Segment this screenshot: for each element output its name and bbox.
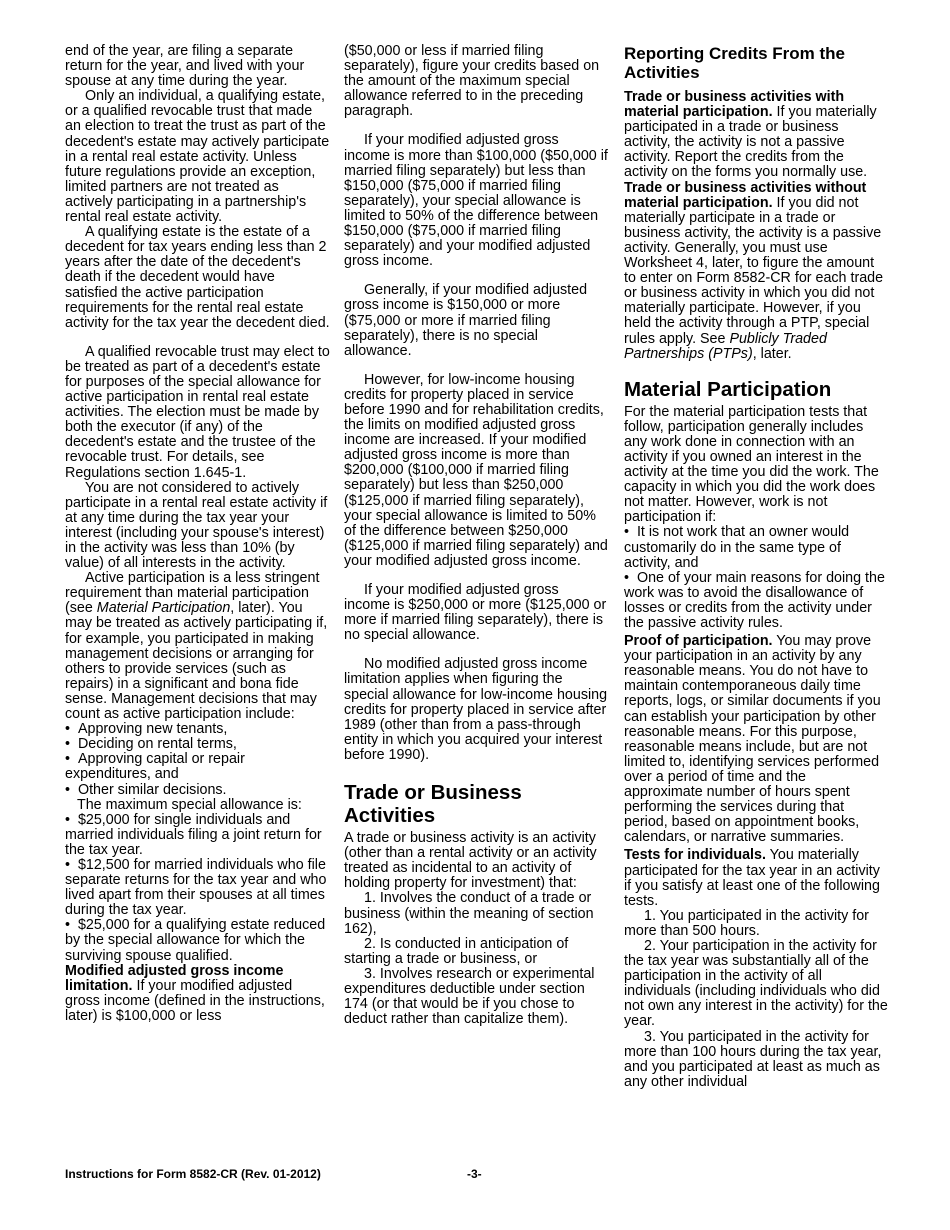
section-heading: Reporting Credits From the Activities	[624, 44, 846, 82]
bullet-item: • It is not work that an owner would customarily do in the same type of activity, and	[624, 525, 888, 570]
paragraph: If your modified adjusted gross income is $250,000 or more ($125,000 or more if married filing separately), there is no special allowance.	[344, 582, 607, 644]
page-footer	[65, 1167, 888, 1181]
paragraph: No modified adjusted gross income limitation applies when figuring the special allowance for low-income housing credits for property placed in service after 1989 (other than from a pass-through entity in which you acquired your interest before 1990).	[344, 656, 608, 763]
paragraph: A qualifying estate is the estate of a decedent for tax years ending less than 2 years after the date of the decedent's death if the decedent would have satisfied the active participation requirements for the rental real estate activity for the tax year the decedent died.	[65, 224, 330, 331]
paragraph: Generally, if your modified adjusted gross income is $150,000 or more ($75,000 or more if married filing separately), there is no special allowance.	[344, 282, 588, 359]
text: You materially participated for the tax year in an activity if you satisfy at least one of the following tests.	[624, 847, 880, 909]
run-in-heading: Trade or business activities with material participation.	[624, 89, 845, 121]
paragraph: end of the year, are filing a separate return for the year, and lived with your spouse at any time during the year.	[65, 43, 305, 90]
run-in-heading: Modified adjusted gross income limitation.	[65, 962, 284, 994]
bullet-item: • $25,000 for a qualifying estate reduced by the special allowance for which the surviving spouse qualified.	[65, 918, 330, 963]
bullet-item: • Other similar decisions.	[65, 783, 330, 798]
paragraph: You are not considered to actively participate in a rental real estate activity if at any time during the tax year your interest (including your spouse's interest) in the activity was less than 10% (by value) of all interests in the activity.	[65, 479, 328, 572]
page-number: -3-	[467, 1167, 482, 1181]
paragraph	[624, 634, 888, 845]
paragraph: A trade or business activity is an activity (other than a rental activity or an activity treated as incidental to an activity of holding property for investment) that:	[344, 830, 597, 892]
list-item: 1. Involves the conduct of a trade or business (within the meaning of section 162),	[344, 890, 594, 937]
paragraph	[624, 90, 888, 181]
bullet-item: • $25,000 for single individuals and married individuals filing a joint return for the tax year.	[65, 813, 330, 858]
run-in-heading: Tests for individuals.	[624, 847, 766, 864]
paragraph: Only an individual, a qualifying estate, or a qualified revocable trust that made an election to treat the trust as part of the decedent's estate may actively participate in a rental real estate activity. Unless future regulations provide an exception, limited partners are not treated as actively participating in a partnership's rental real estate activity.	[65, 88, 330, 226]
paragraph	[65, 571, 330, 722]
paragraph: ($50,000 or less if married filing separately), figure your credits based on the amount of the maximum special allowance referred to in the preceding paragraph.	[344, 43, 600, 120]
list-item: 1. You participated in the activity for more than 500 hours.	[624, 907, 869, 939]
paragraph: A qualified revocable trust may elect to be treated as part of a decedent's estate for purposes of the special allowance for active participation in rental real estate activities. The election must be made by both the executor (if any) of the decedent's estate and the trustee of the revocable trust. For details, see Regulations section 1.645-1.	[65, 343, 330, 481]
bullet-item: • Deciding on rental terms,	[65, 737, 330, 752]
bullet-item: • Approving capital or repair expenditures, and	[65, 752, 330, 782]
run-in-heading: Proof of participation.	[624, 633, 773, 650]
paragraph	[624, 181, 888, 362]
list-item: 3. Involves research or experimental expenditures deductible under section 174 (or that would be if you chose to deduct rather than capitalize them).	[344, 965, 595, 1028]
run-in-heading: Trade or business activities without material participation.	[624, 179, 867, 211]
paragraph: The maximum special allowance is:	[77, 796, 302, 813]
text: If you did not materially participate in a trade or business activity, the activity is a passive activity. Generally, you must use Worksheet 4, later, to figure the amount to enter on Form 8582-CR for each trade or business activity in which you did not materially participate. However, if you held the activity through a PTP, special rules apply. See	[624, 194, 884, 347]
paragraph	[65, 964, 330, 1024]
column-1	[65, 44, 330, 1024]
list-item: 2. Is conducted in anticipation of starting a trade or business, or	[344, 935, 569, 967]
bullet-item: • Approving new tenants,	[65, 722, 330, 737]
paragraph: For the material participation tests that follow, participation generally includes any work done in connection with an activity if you owned an interest in the activity at the time you did the work. The capacity in which you did the work does not matter. However, work is not participation if:	[624, 403, 879, 526]
column-3	[624, 44, 888, 1090]
text: , later). You may be treated as actively participating if, for example, you participated in making management decisions or arranging for others to provide services (such as repairs) in a significant and bona fide sense. Management decisions that may count as active participation include:	[65, 600, 328, 723]
text: If you materially participated in a trade or business activity, the activity is not a passive activity. Report the credits from the activity on the forms you normally use.	[624, 104, 877, 181]
footer-title: Instructions for Form 8582-CR (Rev. 01-2012)	[65, 1167, 321, 1181]
text: If your modified adjusted gross income (defined in the instructions, later) is $100,000 or less	[65, 977, 325, 1024]
text: You may prove your participation in an activity by any reasonable means. You do not have to maintain contemporaneous daily time reports, logs, or similar documents if you can establish your participation by other reasonable means. For this purpose, reasonable means include, but are not limited to, identifying services performed over a period of time and the approximate number of hours spent performing the services during that period, based on appointment books, calendars, or narrative summaries.	[624, 633, 881, 846]
section-heading: Trade or Business Activities	[344, 781, 522, 828]
list-item: 2. Your participation in the activity for the tax year was substantially all of the participation in the activity of all individuals (including individuals who did not own any interest in the activity) for the year.	[624, 937, 888, 1030]
text: , later.	[752, 345, 792, 362]
section-heading: Material Participation	[624, 377, 832, 401]
column-2	[344, 44, 608, 1027]
paragraph: However, for low-income housing credits for property placed in service before 1990 and for rehabilitation credits, the limits on modified adjusted gross income are increased. If your modified adjusted gross income is more than $200,000 ($100,000 if married filing separately) but less than $250,000 ($125,000 if married filing separately), your special allowance is limited to 50% of the difference between $250,000 ($125,000 if married filing separately) and your modified adjusted gross income.	[344, 371, 608, 569]
paragraph: If your modified adjusted gross income is more than $100,000 ($50,000 if married filing separately) but less than $150,000 ($75,000 if married filing separately), your special allowance is limited to 50% of the difference between $150,000 ($75,000 if married filing separately) and your modified adjusted gross income.	[344, 132, 608, 270]
list-item: 3. You participated in the activity for more than 100 hours during the tax year, and you participated at least as much as any other individual	[624, 1028, 882, 1090]
italic-text: Publicly Traded Partnerships (PTPs)	[624, 330, 827, 362]
paragraph	[624, 848, 888, 908]
bullet-item: • $12,500 for married individuals who file separate returns for the tax year and who lived apart from their spouses at all times during the tax year.	[65, 858, 330, 918]
italic-text: Material Participation	[96, 600, 231, 617]
text: Active participation is a less stringent requirement than material participation (see	[65, 570, 320, 617]
bullet-item: • One of your main reasons for doing the work was to avoid the disallowance of losses or credits from the activity under the passive activity rules.	[624, 571, 888, 631]
